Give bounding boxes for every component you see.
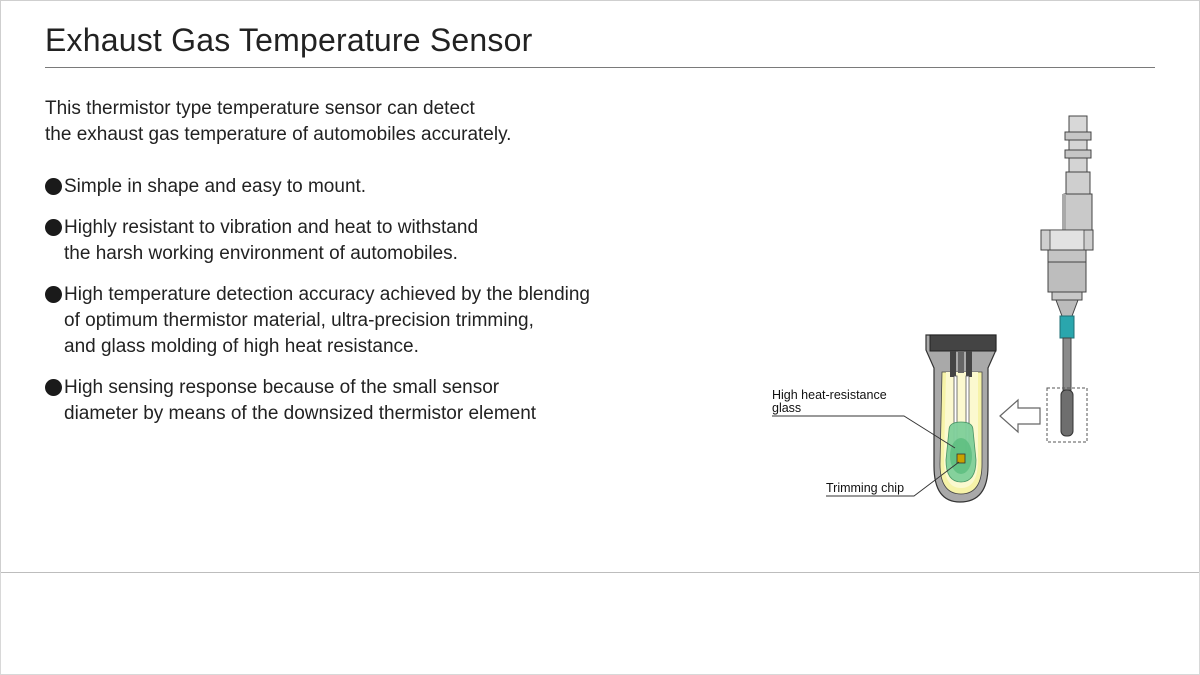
bullet-dot-icon	[45, 178, 62, 195]
feature-line: High temperature detection accuracy achieved by the blending	[64, 284, 590, 305]
feature-line: and glass molding of high heat resistance.	[64, 336, 419, 357]
feature-line: Simple in shape and easy to mount.	[64, 176, 367, 197]
page-title: Exhaust Gas Temperature Sensor	[45, 22, 533, 58]
sensor-probe-illustration	[1000, 116, 1093, 442]
feature-item	[45, 375, 590, 427]
feature-item	[45, 174, 590, 200]
intro-line: This thermistor type temperature sensor can detect	[45, 98, 475, 119]
feature-item	[45, 215, 590, 267]
feature-line: Highly resistant to vibration and heat to withstand	[64, 217, 479, 238]
lower-panel	[0, 572, 1200, 675]
feature-item	[45, 282, 590, 360]
sensor-diagram	[760, 110, 1120, 520]
feature-line: of optimum thermistor material, ultra-precision trimming,	[64, 310, 534, 331]
label-trimming-chip: Trimming chip	[826, 481, 905, 495]
bullet-dot-icon	[45, 286, 62, 303]
intro-line: the exhaust gas temperature of automobiles accurately.	[45, 124, 512, 145]
label-glass	[772, 389, 887, 415]
label-glass-line: glass	[772, 401, 802, 415]
feature-line: High sensing response because of the small sensor	[64, 377, 500, 398]
intro-text	[45, 96, 511, 148]
label-glass-line: High heat-resistance	[772, 388, 887, 402]
feature-line: diameter by means of the downsized thermistor element	[64, 403, 537, 424]
feature-line: the harsh working environment of automobiles.	[64, 243, 458, 264]
feature-list	[45, 174, 590, 442]
title-divider	[45, 67, 1155, 68]
bullet-dot-icon	[45, 379, 62, 396]
cross-section-illustration	[772, 335, 996, 502]
bullet-dot-icon	[45, 219, 62, 236]
